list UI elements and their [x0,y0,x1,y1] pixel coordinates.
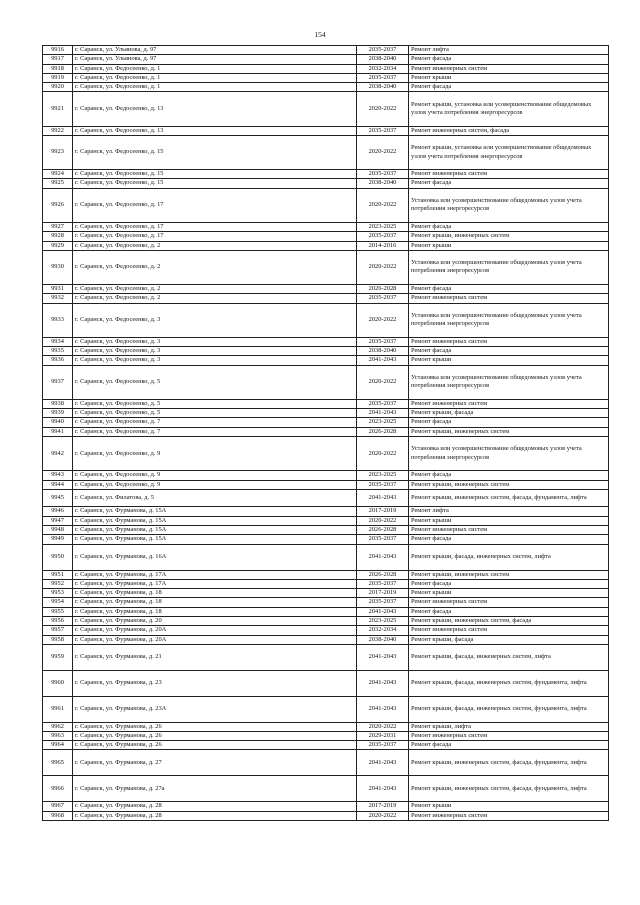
row-number-cell: 9937 [43,365,73,399]
table-row [43,179,609,188]
row-number-cell: 9966 [43,776,73,802]
address-cell: г. Саранск, ул. Фурманова, д. 26 [73,741,357,750]
address-cell: г. Саранск, ул. Федосеенко, д. 9 [73,480,357,489]
work-type-cell: Ремонт инженерных систем [409,64,609,73]
address-cell: г. Саранск, ул. Федосеенко, д. 2 [73,285,357,294]
row-number-cell: 9931 [43,285,73,294]
work-type-cell: Ремонт крыши, установка или усовершенствование общедомовых узлов учета потребления энергоресурсов [409,92,609,126]
table-row [43,399,609,408]
row-number-cell: 9943 [43,471,73,480]
table-row [43,635,609,644]
table-row [43,811,609,820]
work-type-cell: Ремонт инженерных систем [409,598,609,607]
work-type-cell: Ремонт крыши, фасада, инженерных систем, фундамента, лифта [409,696,609,722]
address-cell: г. Саранск, ул. Федосеенко, д. 3 [73,337,357,346]
work-type-cell: Ремонт крыши [409,802,609,811]
work-type-cell: Ремонт инженерных систем [409,399,609,408]
period-cell: 2041-2043 [357,750,409,776]
table-row [43,544,609,570]
table-row [43,347,609,356]
row-number-cell: 9967 [43,802,73,811]
row-number-cell: 9916 [43,46,73,55]
period-cell: 2035-2037 [357,741,409,750]
row-number-cell: 9917 [43,55,73,64]
address-cell: г. Саранск, ул. Фурманова, д. 15А [73,535,357,544]
period-cell: 2035-2037 [357,535,409,544]
row-number-cell: 9935 [43,347,73,356]
work-type-cell: Ремонт крыши, фасада [409,635,609,644]
row-number-cell: 9930 [43,250,73,284]
table-row [43,480,609,489]
period-cell: 2035-2037 [357,46,409,55]
period-cell: 2026-2028 [357,285,409,294]
work-type-cell: Ремонт крыши, фасада, инженерных систем, лифта [409,544,609,570]
row-number-cell: 9963 [43,731,73,740]
row-number-cell: 9941 [43,427,73,436]
period-cell: 2035-2037 [357,399,409,408]
period-cell: 2038-2040 [357,55,409,64]
row-number-cell: 9947 [43,516,73,525]
work-type-cell: Ремонт крыши, инженерных систем [409,232,609,241]
table-row [43,46,609,55]
work-type-cell: Ремонт инженерных систем [409,170,609,179]
address-cell: г. Саранск, ул. Фурманова, д. 21 [73,644,357,670]
address-cell: г. Саранск, ул. Ульянова, д. 97 [73,46,357,55]
row-number-cell: 9957 [43,626,73,635]
table-row [43,589,609,598]
period-cell: 2041-2043 [357,356,409,365]
address-cell: г. Саранск, ул. Фурманова, д. 17А [73,570,357,579]
work-type-cell: Ремонт крыши, инженерных систем, фасада, фундамента, лифта [409,750,609,776]
work-type-cell: Ремонт крыши, установка или усовершенствование общедомовых узлов учета потребления энергоресурсов [409,135,609,169]
row-number-cell: 9961 [43,696,73,722]
work-type-cell: Ремонт фасада [409,535,609,544]
table-row [43,670,609,696]
period-cell: 2038-2040 [357,635,409,644]
work-type-cell: Ремонт крыши, инженерных систем, фасада [409,617,609,626]
table-row [43,489,609,507]
period-cell: 2020-2022 [357,365,409,399]
table-row [43,570,609,579]
table-row [43,731,609,740]
work-type-cell: Ремонт крыши [409,356,609,365]
row-number-cell: 9923 [43,135,73,169]
period-cell: 2029-2031 [357,731,409,740]
address-cell: г. Саранск, ул. Фурманова, д. 18 [73,598,357,607]
address-cell: г. Саранск, ул. Федосеенко, д. 9 [73,437,357,471]
work-type-cell: Ремонт лифта [409,46,609,55]
period-cell: 2035-2037 [357,126,409,135]
address-cell: г. Саранск, ул. Федосеенко, д. 7 [73,427,357,436]
period-cell: 2026-2028 [357,570,409,579]
row-number-cell: 9965 [43,750,73,776]
work-type-cell: Ремонт фасада [409,579,609,588]
table-row [43,356,609,365]
address-cell: г. Саранск, ул. Федосеенко, д. 3 [73,303,357,337]
address-cell: г. Саранск, ул. Фурманова, д. 28 [73,802,357,811]
table-row [43,250,609,284]
table-row [43,598,609,607]
row-number-cell: 9934 [43,337,73,346]
work-type-cell: Ремонт крыши [409,589,609,598]
work-type-cell: Ремонт инженерных систем [409,626,609,635]
table-row [43,741,609,750]
address-cell: г. Саранск, ул. Федосеенко, д. 15 [73,135,357,169]
address-cell: г. Саранск, ул. Фурманова, д. 28 [73,811,357,820]
period-cell: 2023-2025 [357,471,409,480]
address-cell: г. Саранск, ул. Федосеенко, д. 17 [73,222,357,231]
work-type-cell: Ремонт крыши, фасада [409,409,609,418]
table-row [43,170,609,179]
row-number-cell: 9932 [43,294,73,303]
table-row [43,644,609,670]
work-type-cell: Установка или усовершенствование общедомовых узлов учета потребления энергоресурсов [409,437,609,471]
work-type-cell: Ремонт крыши [409,241,609,250]
period-cell: 2035-2037 [357,480,409,489]
period-cell: 2020-2022 [357,135,409,169]
period-cell: 2023-2025 [357,617,409,626]
row-number-cell: 9936 [43,356,73,365]
table-row [43,285,609,294]
table-body [43,46,609,821]
period-cell: 2017-2019 [357,802,409,811]
work-type-cell: Ремонт фасада [409,471,609,480]
period-cell: 2038-2040 [357,179,409,188]
period-cell: 2020-2022 [357,437,409,471]
work-type-cell: Ремонт крыши [409,73,609,82]
period-cell: 2020-2022 [357,250,409,284]
work-type-cell: Установка или усовершенствование общедомовых узлов учета потребления энергоресурсов [409,365,609,399]
table-row [43,409,609,418]
period-cell: 2035-2037 [357,337,409,346]
work-type-cell: Ремонт крыши, инженерных систем, фасада, фундамента, лифта [409,489,609,507]
work-type-cell: Ремонт фасада [409,83,609,92]
row-number-cell: 9933 [43,303,73,337]
row-number-cell: 9946 [43,507,73,516]
work-type-cell: Ремонт крыши, инженерных систем, фасада, фундамента, лифта [409,776,609,802]
table-row [43,776,609,802]
address-cell: г. Саранск, ул. Фурманова, д. 20 [73,617,357,626]
row-number-cell: 9938 [43,399,73,408]
address-cell: г. Саранск, ул. Федосеенко, д. 1 [73,73,357,82]
table-row [43,626,609,635]
period-cell: 2020-2022 [357,188,409,222]
row-number-cell: 9959 [43,644,73,670]
row-number-cell: 9958 [43,635,73,644]
period-cell: 2020-2022 [357,722,409,731]
row-number-cell: 9956 [43,617,73,626]
address-cell: г. Саранск, ул. Фурманова, д. 15А [73,526,357,535]
address-cell: г. Саранск, ул. Федосеенко, д. 13 [73,92,357,126]
period-cell: 2035-2037 [357,73,409,82]
row-number-cell: 9944 [43,480,73,489]
work-type-cell: Ремонт фасада [409,347,609,356]
table-row [43,750,609,776]
table-row [43,241,609,250]
work-type-cell: Ремонт крыши [409,516,609,525]
address-cell: г. Саранск, ул. Фурманова, д. 18 [73,589,357,598]
period-cell: 2023-2025 [357,222,409,231]
table-row [43,337,609,346]
period-cell: 2035-2037 [357,294,409,303]
address-cell: г. Саранск, ул. Фурманова, д. 20А [73,635,357,644]
work-type-cell: Ремонт инженерных систем [409,731,609,740]
period-cell: 2041-2043 [357,544,409,570]
row-number-cell: 9921 [43,92,73,126]
table-row [43,188,609,222]
row-number-cell: 9926 [43,188,73,222]
row-number-cell: 9950 [43,544,73,570]
row-number-cell: 9939 [43,409,73,418]
address-cell: г. Саранск, ул. Фурманова, д. 15А [73,516,357,525]
table-row [43,92,609,126]
repair-schedule-table [42,45,609,821]
period-cell: 2017-2019 [357,507,409,516]
address-cell: г. Саранск, ул. Фурманова, д. 15А [73,507,357,516]
row-number-cell: 9927 [43,222,73,231]
address-cell: г. Саранск, ул. Фурманова, д. 26 [73,731,357,740]
period-cell: 2032-2034 [357,64,409,73]
period-cell: 2014-2016 [357,241,409,250]
table-row [43,579,609,588]
work-type-cell: Ремонт инженерных систем [409,526,609,535]
address-cell: г. Саранск, ул. Федосеенко, д. 9 [73,471,357,480]
table-row [43,232,609,241]
period-cell: 2020-2022 [357,516,409,525]
row-number-cell: 9925 [43,179,73,188]
table-row [43,471,609,480]
row-number-cell: 9919 [43,73,73,82]
address-cell: г. Саранск, ул. Федосеенко, д. 2 [73,294,357,303]
address-cell: г. Саранск, ул. Фурманова, д. 18 [73,607,357,616]
row-number-cell: 9968 [43,811,73,820]
address-cell: г. Саранск, ул. Федосеенко, д. 5 [73,409,357,418]
work-type-cell: Ремонт фасада [409,418,609,427]
table-row [43,83,609,92]
work-type-cell: Ремонт фасада [409,607,609,616]
work-type-cell: Ремонт фасада [409,741,609,750]
table-row [43,418,609,427]
row-number-cell: 9918 [43,64,73,73]
work-type-cell: Ремонт фасада [409,285,609,294]
table-row [43,126,609,135]
period-cell: 2041-2043 [357,409,409,418]
table-row [43,64,609,73]
address-cell: г. Саранск, ул. Федосеенко, д. 1 [73,64,357,73]
address-cell: г. Саранск, ул. Фурманова, д. 23 [73,670,357,696]
row-number-cell: 9948 [43,526,73,535]
row-number-cell: 9951 [43,570,73,579]
address-cell: г. Саранск, ул. Фурманова, д. 20А [73,626,357,635]
work-type-cell: Ремонт крыши, инженерных систем [409,480,609,489]
period-cell: 2020-2022 [357,303,409,337]
row-number-cell: 9964 [43,741,73,750]
row-number-cell: 9929 [43,241,73,250]
table-row [43,507,609,516]
work-type-cell: Ремонт крыши, инженерных систем [409,570,609,579]
row-number-cell: 9962 [43,722,73,731]
table-row [43,617,609,626]
table-row [43,535,609,544]
row-number-cell: 9945 [43,489,73,507]
period-cell: 2017-2019 [357,589,409,598]
work-type-cell: Ремонт инженерных систем [409,811,609,820]
row-number-cell: 9924 [43,170,73,179]
table-row [43,722,609,731]
address-cell: г. Саранск, ул. Ульянова, д. 97 [73,55,357,64]
address-cell: г. Саранск, ул. Федосеенко, д. 7 [73,418,357,427]
address-cell: г. Саранск, ул. Филатова, д. 5 [73,489,357,507]
work-type-cell: Ремонт лифта [409,507,609,516]
period-cell: 2035-2037 [357,232,409,241]
row-number-cell: 9954 [43,598,73,607]
work-type-cell: Установка или усовершенствование общедомовых узлов учета потребления энергоресурсов [409,188,609,222]
address-cell: г. Саранск, ул. Федосеенко, д. 5 [73,365,357,399]
address-cell: г. Саранск, ул. Фурманова, д. 16А [73,544,357,570]
work-type-cell: Ремонт инженерных систем, фасада [409,126,609,135]
period-cell: 2020-2022 [357,811,409,820]
row-number-cell: 9960 [43,670,73,696]
row-number-cell: 9952 [43,579,73,588]
page-number: 154 [314,30,326,39]
period-cell: 2020-2022 [357,92,409,126]
work-type-cell: Ремонт фасада [409,55,609,64]
address-cell: г. Саранск, ул. Федосеенко, д. 3 [73,356,357,365]
address-cell: г. Саранск, ул. Фурманова, д. 27 [73,750,357,776]
work-type-cell: Установка или усовершенствование общедомовых узлов учета потребления энергоресурсов [409,250,609,284]
row-number-cell: 9920 [43,83,73,92]
address-cell: г. Саранск, ул. Фурманова, д. 17А [73,579,357,588]
period-cell: 2038-2040 [357,83,409,92]
period-cell: 2026-2028 [357,427,409,436]
table-row [43,437,609,471]
table-row [43,55,609,64]
period-cell: 2023-2025 [357,418,409,427]
period-cell: 2041-2043 [357,607,409,616]
address-cell: г. Саранск, ул. Федосеенко, д. 15 [73,179,357,188]
work-type-cell: Ремонт крыши, лифта [409,722,609,731]
period-cell: 2035-2037 [357,170,409,179]
work-type-cell: Ремонт фасада [409,179,609,188]
address-cell: г. Саранск, ул. Федосеенко, д. 3 [73,347,357,356]
row-number-cell: 9940 [43,418,73,427]
row-number-cell: 9922 [43,126,73,135]
address-cell: г. Саранск, ул. Федосеенко, д. 17 [73,188,357,222]
work-type-cell: Ремонт крыши, инженерных систем [409,427,609,436]
address-cell: г. Саранск, ул. Федосеенко, д. 13 [73,126,357,135]
period-cell: 2032-2034 [357,626,409,635]
table-row [43,526,609,535]
row-number-cell: 9953 [43,589,73,598]
period-cell: 2026-2028 [357,526,409,535]
period-cell: 2041-2043 [357,644,409,670]
period-cell: 2041-2043 [357,670,409,696]
table-row [43,365,609,399]
period-cell: 2041-2043 [357,696,409,722]
table-row [43,607,609,616]
table-row [43,802,609,811]
work-type-cell: Ремонт крыши, фасада, инженерных систем, лифта [409,644,609,670]
address-cell: г. Саранск, ул. Федосеенко, д. 1 [73,83,357,92]
row-number-cell: 9949 [43,535,73,544]
work-type-cell: Ремонт инженерных систем [409,337,609,346]
row-number-cell: 9942 [43,437,73,471]
table-row [43,73,609,82]
address-cell: г. Саранск, ул. Федосеенко, д. 15 [73,170,357,179]
work-type-cell: Ремонт фасада [409,222,609,231]
address-cell: г. Саранск, ул. Федосеенко, д. 17 [73,232,357,241]
period-cell: 2035-2037 [357,579,409,588]
address-cell: г. Саранск, ул. Фурманова, д. 26 [73,722,357,731]
table-row [43,294,609,303]
period-cell: 2038-2040 [357,347,409,356]
period-cell: 2041-2043 [357,489,409,507]
address-cell: г. Саранск, ул. Федосеенко, д. 5 [73,399,357,408]
period-cell: 2041-2043 [357,776,409,802]
table-row [43,516,609,525]
table-row [43,135,609,169]
table-row [43,303,609,337]
period-cell: 2035-2037 [357,598,409,607]
table-row [43,427,609,436]
work-type-cell: Установка или усовершенствование общедомовых узлов учета потребления энергоресурсов [409,303,609,337]
work-type-cell: Ремонт крыши, фасада, инженерных систем, фундамента, лифта [409,670,609,696]
address-cell: г. Саранск, ул. Федосеенко, д. 2 [73,250,357,284]
table-row [43,222,609,231]
table-row [43,696,609,722]
address-cell: г. Саранск, ул. Фурманова, д. 23А [73,696,357,722]
work-type-cell: Ремонт инженерных систем [409,294,609,303]
address-cell: г. Саранск, ул. Фурманова, д. 27а [73,776,357,802]
address-cell: г. Саранск, ул. Федосеенко, д. 2 [73,241,357,250]
row-number-cell: 9955 [43,607,73,616]
row-number-cell: 9928 [43,232,73,241]
